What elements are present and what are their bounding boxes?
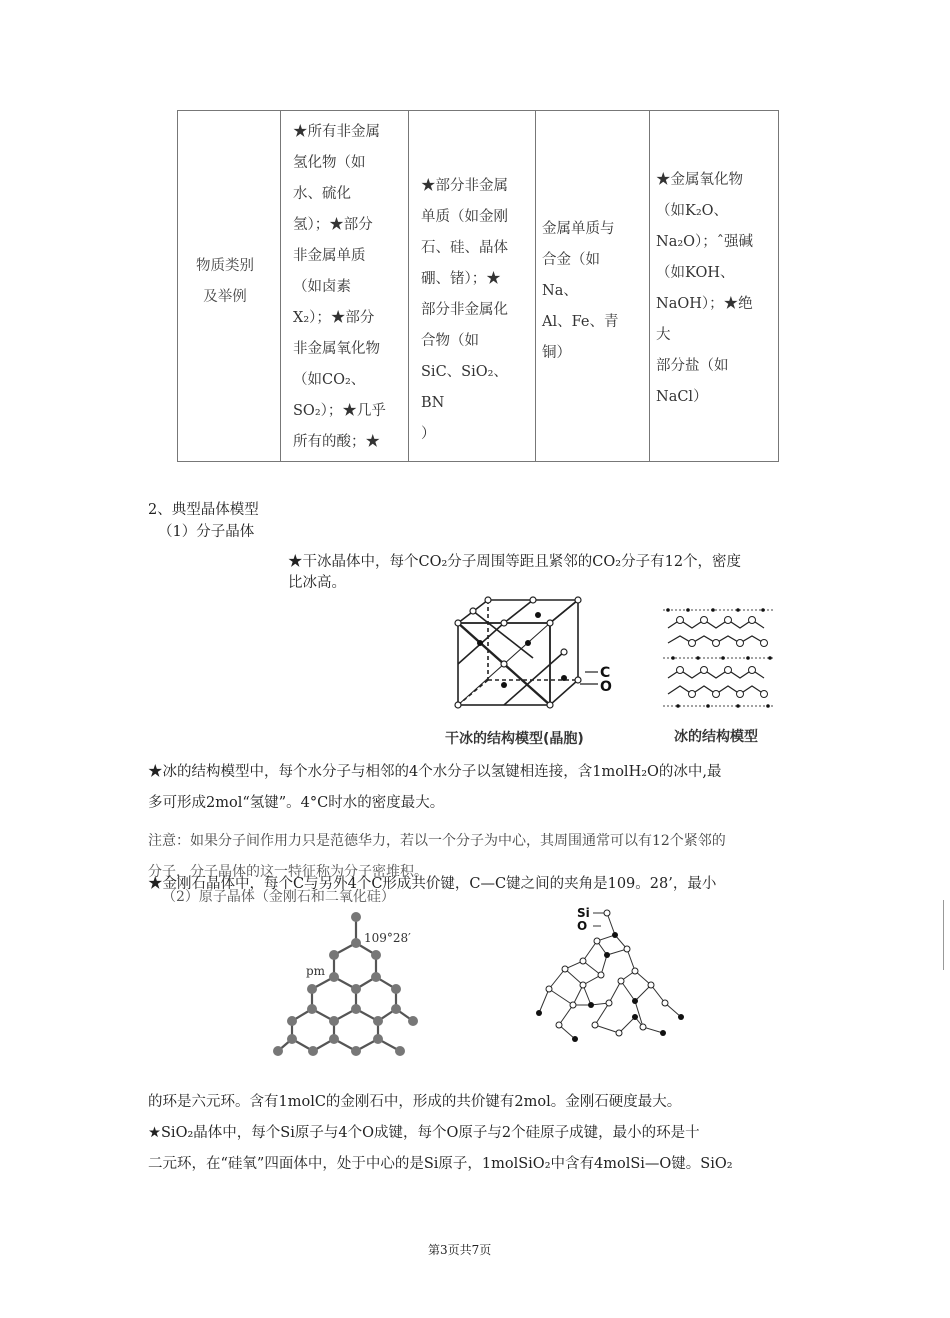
diamond-structure-figure (268, 905, 428, 1075)
table-line: 氢化物（如 (293, 155, 366, 171)
table-line: ） (421, 426, 436, 442)
sio2-text-2: 二元环，在“硅氧”四面体中，处于中心的是Si原子，1molSiO₂中含有4molSi—O键。SiO₂ (148, 1156, 733, 1172)
table-line: （如CO₂、 (293, 372, 366, 388)
fig1-label-c: C (600, 665, 611, 681)
table-line: 单质（如金刚 (421, 209, 508, 225)
sio2-text-1: ★SiO₂晶体中，每个Si原子与4个O成键，每个O原子与2个硅原子成键，最小的环是十 (148, 1125, 700, 1141)
metallic-crystal-list (536, 111, 649, 369)
table-line: 硼、锗）；★ (421, 271, 501, 287)
subsection-atomic: （2）原子晶体（金刚石和二氧化硅） (162, 889, 395, 905)
table-line: Al、Fe、青 (542, 314, 619, 330)
molecular-crystal-cell (281, 111, 409, 462)
table-line: 非金属单质 (293, 248, 366, 264)
ice-structure-figure (658, 598, 780, 718)
table-line: SO₂）；★几乎 (293, 403, 386, 419)
table-line: 大 (656, 327, 671, 343)
ice-text-2: 多可形成2mol“氢键”。4°C时水的密度最大。 (148, 795, 445, 811)
ionic-crystal-list (650, 111, 778, 413)
table-line: ★所有非金属 (293, 124, 380, 140)
dry-ice-text-2: 比冰高。 (288, 575, 346, 591)
section-heading: 2、典型晶体模型 (148, 502, 259, 518)
table-line: ★金属氧化物 (656, 172, 743, 188)
ice-text-1: ★冰的结构模型中，每个水分子与相邻的4个水分子以氢键相连接，含1molH₂O的冰中,最 (148, 764, 722, 780)
table-line: 金属单质与 (542, 221, 615, 237)
fig4-si-label: Si (577, 906, 590, 920)
fig2-caption: 冰的结构模型 (674, 729, 758, 745)
ionic-crystal-cell (650, 111, 779, 462)
substance-table (177, 110, 779, 462)
table-line: （如KOH、 (656, 265, 735, 281)
table-line: （如K₂O、 (656, 203, 729, 219)
row-label: 物质类别及举例 (196, 258, 254, 305)
table-line: （如卤素 (293, 279, 351, 295)
table-line: 合金（如 (542, 252, 600, 268)
fig1-label-o: O (600, 679, 612, 695)
table-line: 氢）；★部分 (293, 217, 373, 233)
subsection-molecular: （1）分子晶体 (158, 524, 255, 540)
table-line: 部分盐（如 (656, 358, 729, 374)
scroll-indicator (943, 900, 944, 970)
metallic-crystal-cell (536, 111, 650, 462)
diamond-text-2: 的环是六元环。含有1molC的金刚石中，形成的共价键有2mol。金刚石硬度最大。 (148, 1094, 682, 1110)
row-label-cell (178, 111, 281, 462)
dry-ice-text-1: ★干冰晶体中，每个CO₂分子周围等距且紧邻的CO₂分子有12个，密度 (288, 554, 742, 570)
table-line: ★部分非金属 (421, 178, 508, 194)
table-line: Na₂O）；ˆ强碱 (656, 234, 754, 250)
fig3-angle-label: 109°28′ (364, 931, 411, 945)
table-line: 合物（如 (421, 333, 479, 349)
sio2-structure-figure (535, 905, 690, 1055)
page-footer: 第3页共7页 (428, 1243, 492, 1257)
table-line: 石、硅、晶体 (421, 240, 508, 256)
note-line-1: 注意：如果分子间作用力只是范德华力，若以一个分子为中心，其周围通常可以有12个紧邻的 (148, 833, 726, 849)
diamond-text-1: ★金刚石晶体中，每个C与另外4个C形成共价键，C—C键之间的夹角是109。28’，最小 (148, 876, 717, 892)
atomic-crystal-list (409, 111, 535, 450)
table-line: NaOH）；★绝 (656, 296, 753, 312)
fig4-o-label: O (577, 919, 588, 933)
table-line: Na、 (542, 283, 578, 299)
table-line: 非金属氧化物 (293, 341, 380, 357)
table-line: 部分非金属化 (421, 302, 508, 318)
dry-ice-cell-figure (440, 588, 620, 713)
fig3-pm-label: pm (306, 964, 326, 978)
table-line: 水、硫化 (293, 186, 351, 202)
table-line: NaCl） (656, 389, 708, 405)
atomic-crystal-cell (409, 111, 536, 462)
table-line: 所有的酸；★ (293, 434, 380, 450)
molecular-crystal-list (281, 111, 408, 458)
table-line: SiC、SiO₂、BN (421, 364, 508, 411)
table-line: 铜） (542, 345, 571, 361)
table-line: X₂）；★部分 (293, 310, 375, 326)
note-line-2: 分子，分子晶体的这一特征称为分子密堆积。 (148, 864, 428, 880)
fig1-caption: 干冰的结构模型(晶胞) (445, 731, 584, 747)
